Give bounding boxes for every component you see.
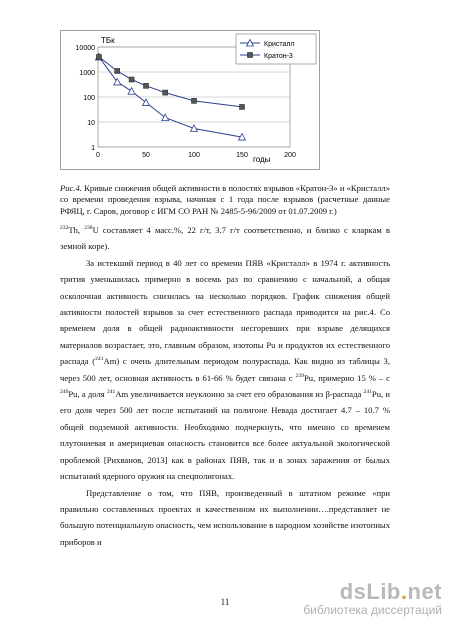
isotope-mass: 238 xyxy=(84,225,93,231)
legend-marker xyxy=(248,53,253,58)
paragraph-2 xyxy=(60,255,390,485)
logo-tld: net xyxy=(407,579,442,604)
figure-label: Рис.4. xyxy=(60,183,82,193)
x-tick-label: 150 xyxy=(236,152,248,159)
text-run: Th, xyxy=(68,225,85,235)
y-tick-label: 10000 xyxy=(75,45,95,52)
watermark-logo xyxy=(303,579,442,605)
text-run: Pu, и его доля через 500 лет после испытаний на полигоне Невада достигает 4.7 – 10.7 % общей подземной активности. Необходимо подчеркнуть, что именно со временем плутониевая и америциевая опасность становится все более актуальной экологической проблемой [Рихванов, 2013] как в районах ПЯВ, так и в зонах заражения от былых испытаний ядерного оружия на спецполигонах. xyxy=(60,389,390,482)
data-point xyxy=(240,104,245,109)
x-tick-label: 100 xyxy=(188,152,200,159)
legend-label: Кратон-3 xyxy=(264,53,293,60)
data-point xyxy=(192,98,197,103)
activity-decay-chart xyxy=(60,30,320,170)
text-run: За истекший период в 40 лет со времени ПЯВ «Кристалл» в 1974 г. активность трития уменьшилась примерно в восемь раз по сравнению с начальной, а общая осколочная активность снизилась на несколько порядков. График снижения общей активности полостей взрывов за счет естественного распада приводится на рис.4. Со временем доля в общей радиоактивности несгоревших при взрыве делящихся материалов возрастает, это, главным образом, изотопы Pu и продуктов их естественного распада ( xyxy=(60,257,390,367)
page-number: 11 xyxy=(220,597,230,607)
isotope-mass: 241 xyxy=(363,389,372,396)
figure-caption xyxy=(60,183,390,217)
x-tick-label: 200 xyxy=(284,152,296,159)
logo-main: dsLib xyxy=(339,579,401,604)
text-run: Pu, примерно 15 % – с xyxy=(304,372,390,383)
data-point xyxy=(96,54,101,59)
x-tick-label: 50 xyxy=(142,152,150,159)
y-tick-label: 10 xyxy=(87,120,95,127)
x-tick-label: 0 xyxy=(96,152,100,159)
y-axis-label: ТБк xyxy=(101,36,115,45)
data-point xyxy=(115,68,120,73)
text-run: Am увеличивается неуклонно за счет его образования из β-распада xyxy=(115,389,364,400)
y-tick-label: 1 xyxy=(91,145,95,152)
isotope-mass: 241 xyxy=(95,356,104,363)
data-point xyxy=(144,83,149,88)
caption-text: Кривые снижения общей активности в полостях взрывов «Кратон-3» и «Кристалл» со времени проведения взрыва, начиная с 1 года после взрывов (расчетные данные РФЯЦ, г. Саров, договор с ИГМ СО РАН № 2485-5-96/2009 от 01.07.2009 г.) xyxy=(60,183,390,216)
text-run: Pu, а доля xyxy=(68,389,107,400)
logo-dot: . xyxy=(400,579,408,604)
isotope-mass: 241 xyxy=(106,389,116,396)
data-point xyxy=(129,77,134,82)
text-run: Am) с очень длительным периодом полураспада. Как видно из таблицы 3, через 500 лет, основная активность в 61-66 % будет связана с xyxy=(60,356,390,383)
y-tick-label: 100 xyxy=(83,95,95,102)
watermark-subtitle: библиотека диссертаций xyxy=(303,603,442,617)
isotope-mass: 239 xyxy=(295,372,304,379)
isotope-mass: 232 xyxy=(60,225,69,231)
chart-legend xyxy=(236,34,316,64)
isotope-mass: 240 xyxy=(60,389,69,396)
paragraph-1 xyxy=(60,222,390,255)
legend-label: Кристалл xyxy=(264,41,295,48)
watermark xyxy=(303,579,442,617)
paragraph-3: Представление о том, что ПЯВ, произведенный в штатном режиме «при правильно составленных проектах и качественном их выполнении….представляет не большую потенциальную опасность, чем использование в народном хозяйстве изотопных приборов и xyxy=(60,487,390,547)
y-tick-label: 1000 xyxy=(79,70,95,77)
data-point xyxy=(163,90,168,95)
text-run: U составляет 4 масс.%, 22 г/т, 3.7 г/т соответственно, и близко с кларкам в земной коре). xyxy=(60,225,390,252)
x-axis-label: годы xyxy=(253,155,271,164)
body-text xyxy=(60,222,390,550)
